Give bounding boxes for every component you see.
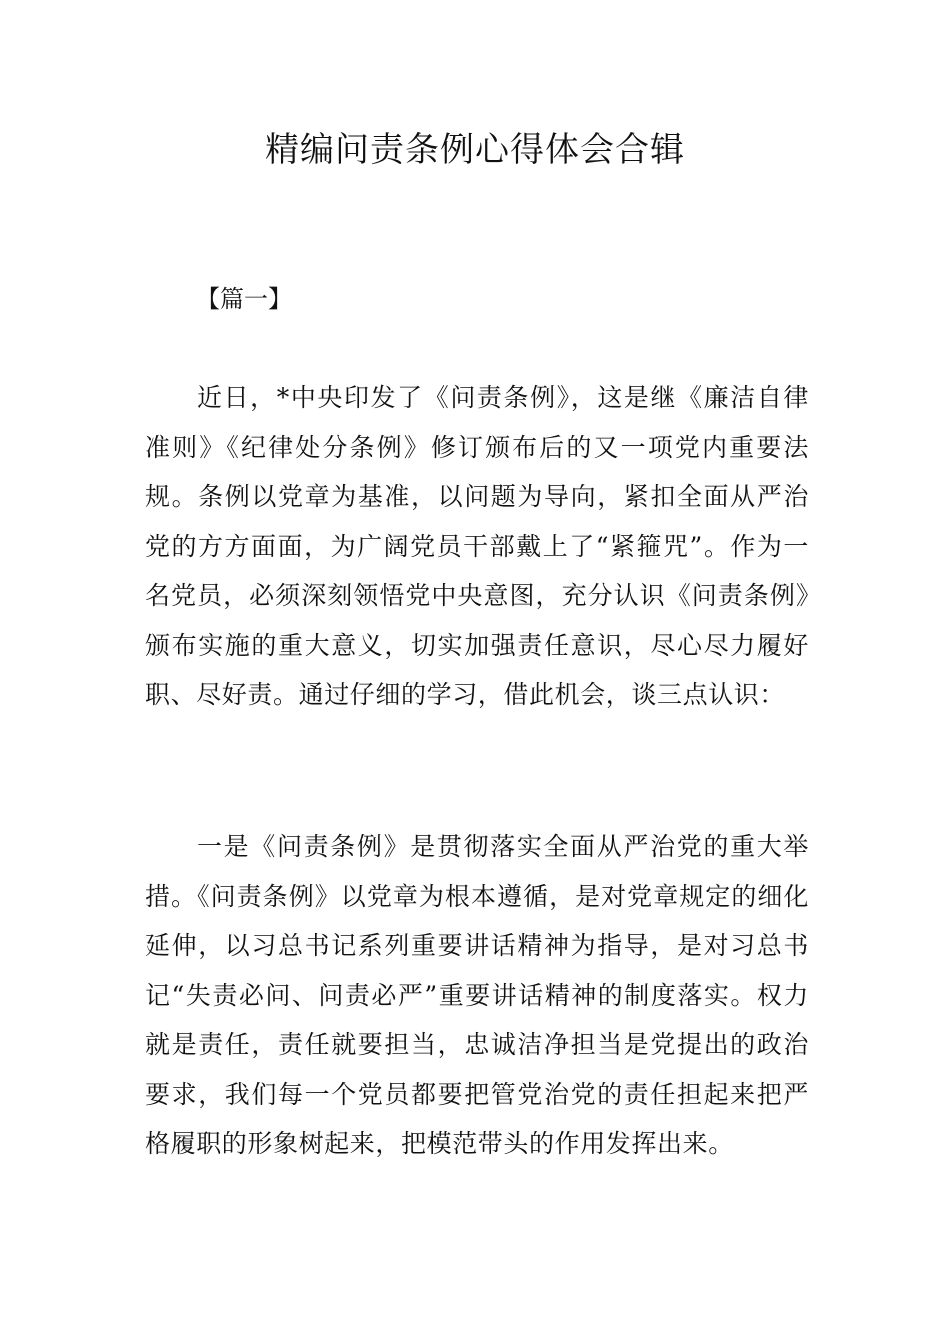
section-label: 【篇一】 — [196, 285, 292, 313]
document-title: 精编问责条例心得体会合辑 — [265, 130, 685, 170]
paragraph-intro: 近日，*中央印发了《问责条例》，这是继《廉洁自律准则》《纪律处分条例》修订颁布后的又一项党内重要法规。条例以党章为基准，以问题为导向，紧扣全面从严治党的方方面面，为广阔党员干部戴上了“紧箍咒”。作为一名党员，必须深刻领悟党中央意图，充分认识《问责条例》颁布实施的重大意义，切实加强责任意识，尽心尽力履好职、尽好责。通过仔细的学习，借此机会，谈三点认识： — [145, 383, 809, 709]
paragraph-point-one: 一是《问责条例》是贯彻落实全面从严治党的重大举措。《问责条例》以党章为根本遵循，是对党章规定的细化延伸，以习总书记系列重要讲话精神为指导，是对习总书记“失责必问、问责必严”重要讲话精神的制度落实。权力就是责任，责任就要担当，忠诚洁净担当是党提出的政治要求，我们每一个党员都要把管党治党的责任担起来把严格履职的形象树起来，把模范带头的作用发挥出来。 — [145, 832, 809, 1158]
